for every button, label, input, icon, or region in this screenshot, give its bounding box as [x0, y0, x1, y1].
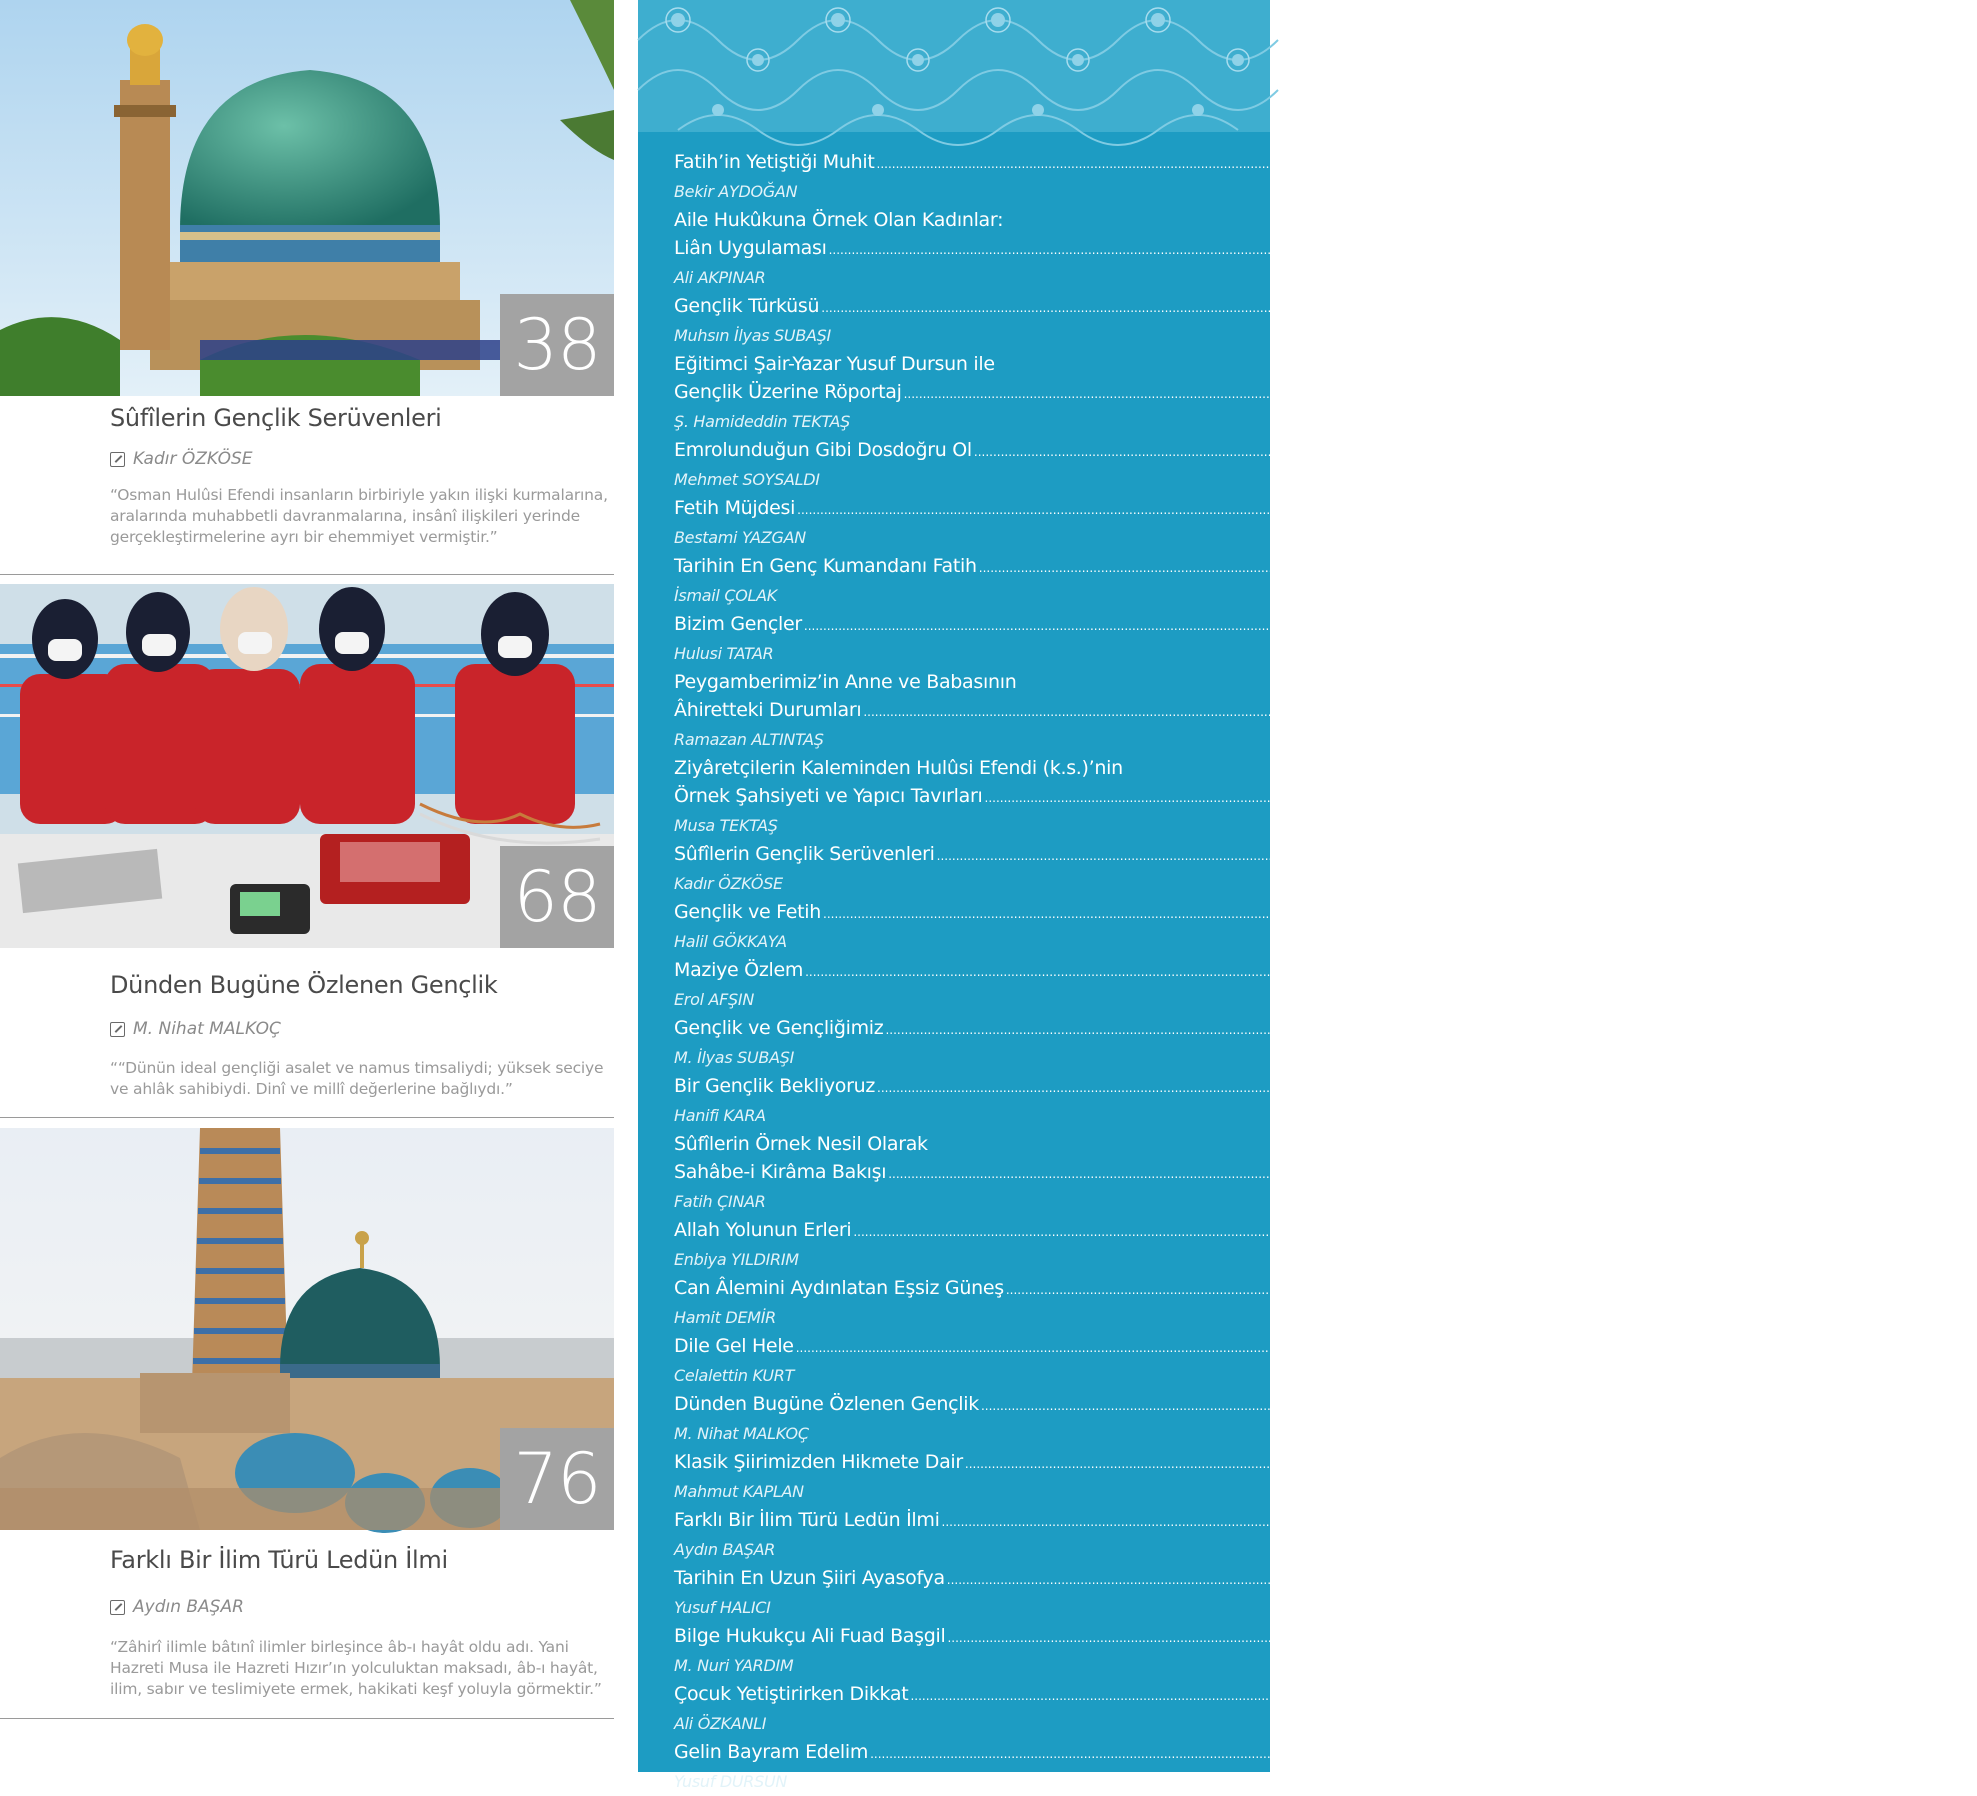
feature-author [110, 1019, 281, 1039]
toc-entry[interactable] [674, 1014, 1857, 1072]
toc-page-number: 27 [1751, 613, 1776, 635]
dot-leader [805, 958, 1751, 986]
toc-page-number: 06 [1776, 237, 1801, 259]
featured-articles [0, 0, 620, 1772]
feature-author [110, 449, 253, 469]
toc-entry-author: Mahmut KAPLAN [674, 1482, 804, 1501]
toc-entry-title-text: Tarihin En Uzun Şiiri Ayasofya [674, 1567, 945, 1589]
dot-leader [910, 1682, 1856, 1710]
dot-leader [904, 380, 1850, 408]
toc-entry-author: M. Nihat MALKOÇ [674, 1424, 809, 1443]
toc-entry[interactable] [674, 1564, 1919, 1622]
toc-entry[interactable] [674, 350, 1876, 436]
toc-page-number: 44 [1753, 959, 1777, 981]
toc-page-number: 32 [1932, 785, 1957, 807]
toc-entry-author: Hulusi TATAR [674, 644, 774, 663]
toc-entry-author: Bestami YAZGAN [674, 528, 806, 547]
page-number-box: 38 [500, 294, 614, 396]
dot-leader [870, 1740, 1816, 1768]
feature-author [110, 1597, 244, 1617]
toc-entry-author: Celalettin KURT [674, 1366, 795, 1385]
toc-entry-title-text: Sûfîlerin Gençlik Serüvenleri [674, 843, 935, 865]
page-number-box: 68 [500, 846, 614, 948]
toc-entry[interactable] [674, 1622, 1920, 1680]
toc-entry-author: Ali AKPINAR [674, 268, 766, 287]
feature-author-name: Aydın BAŞAR [133, 1597, 244, 1617]
dot-leader [885, 1016, 1831, 1044]
toc-entry-title-line[interactable] [674, 668, 1210, 696]
table-of-contents [638, 0, 1977, 1791]
toc-page-number: 82 [1895, 1625, 1920, 1647]
toc-entry-title-line[interactable] [674, 1448, 1937, 1478]
toc-entry-title-line[interactable] [674, 206, 1210, 234]
page-number-box: 76 [500, 1428, 614, 1530]
dot-leader [985, 784, 1931, 812]
toc-entry[interactable] [674, 668, 1835, 754]
toc-entry-title-line[interactable] [674, 1274, 1977, 1304]
toc-entry[interactable] [674, 292, 1793, 350]
toc-entry-title-line[interactable] [674, 436, 1946, 466]
toc-entry[interactable] [674, 148, 1849, 206]
toc-entry-title-line[interactable] [674, 1506, 1914, 1536]
dot-leader [853, 1218, 1799, 1246]
toc-entry-title-line[interactable] [674, 956, 1777, 986]
dot-leader [863, 698, 1809, 726]
toc-page-number: 22 [1926, 555, 1951, 577]
dot-leader [797, 496, 1743, 524]
toc-entry-author: Fatih ÇINAR [674, 1192, 766, 1211]
toc-entry-title-text: Klasik Şiirimizden Hikmete Dair [674, 1451, 963, 1473]
toc-page-number: 86 [1858, 1683, 1882, 1705]
toc-entry-title-text: Fetih Müjdesi [674, 497, 796, 519]
toc-page-number: 56 [1836, 1161, 1860, 1183]
toc-entry-title-text: Peygamberimiz’in Anne ve Babasının [674, 671, 1017, 693]
dot-leader [829, 236, 1775, 264]
toc-page-number: 67 [1743, 1335, 1768, 1357]
toc-entry-title-text: Allah Yolunun Erleri [674, 1219, 852, 1241]
toc-entry-author: Hamit DEMİR [674, 1308, 776, 1327]
toc-entry-title-line[interactable] [674, 1158, 1860, 1188]
pen-icon [110, 452, 125, 467]
toc-entry[interactable] [674, 1130, 1860, 1216]
toc-entry-title-line[interactable] [674, 350, 1210, 378]
dot-leader [877, 1074, 1823, 1102]
toc-entry[interactable] [674, 1274, 1977, 1332]
toc-entry-title-text: Dünden Bugüne Özlenen Gençlik [674, 1393, 979, 1415]
feature-title[interactable]: Sûfîlerin Gençlik Serüvenleri [110, 404, 442, 432]
dot-leader [937, 842, 1883, 870]
toc-entry-title-line[interactable] [674, 1130, 1210, 1158]
toc-entry-title-text: Aile Hukûkuna Örnek Olan Kadınlar: [674, 209, 1004, 231]
toc-entry-author: M. İlyas SUBAŞI [674, 1048, 795, 1067]
toc-entry[interactable] [674, 1680, 1882, 1738]
dot-leader [981, 1392, 1927, 1420]
toc-page-number: 46 [1833, 1017, 1857, 1039]
toc-page-number: 89 [1818, 1741, 1842, 1763]
toc-entry-title-line[interactable] [674, 1390, 1953, 1420]
toc-page-number: 11 [1769, 295, 1793, 317]
toc-entry[interactable] [674, 1332, 1768, 1390]
toc-entry[interactable] [674, 1506, 1914, 1564]
toc-entry-author: Erol AFŞIN [674, 990, 755, 1009]
feature-author-name: Kadır ÖZKÖSE [133, 449, 253, 469]
toc-entry-title-line[interactable] [674, 754, 1210, 782]
feature-title[interactable]: Farklı Bir İlim Türü Ledün İlmi [110, 1546, 448, 1574]
toc-entry-title-line[interactable] [674, 1216, 1825, 1246]
toc-entry-title-text: Gençlik Üzerine Röportaj [674, 381, 902, 403]
toc-entry-title-text: Can Âlemini Aydınlatan Eşsiz Güneş [674, 1277, 1004, 1299]
toc-entry-title-line[interactable] [674, 898, 1795, 928]
toc-entry-title-line[interactable] [674, 378, 1876, 408]
toc-entry-author: Muhsın İlyas SUBAŞI [674, 326, 831, 345]
toc-entry-author: Hanifi KARA [674, 1106, 766, 1125]
toc-entry-title-text: Tarihin En Genç Kumandanı Fatih [674, 555, 977, 577]
toc-entry-title-line[interactable] [674, 1014, 1857, 1044]
toc-entry-title-line[interactable] [674, 696, 1835, 726]
toc-entry-title-line[interactable] [674, 1072, 1849, 1102]
dot-leader [1006, 1276, 1952, 1304]
toc-entry-author: Kadır ÖZKÖSE [674, 874, 783, 893]
toc-entry-author: Musa TEKTAŞ [674, 816, 778, 835]
toc-entry-title-line[interactable] [674, 494, 1769, 524]
toc-entry-title-text: Örnek Şahsiyeti ve Yapıcı Tavırları [674, 785, 983, 807]
toc-page-number: 38 [1884, 843, 1909, 865]
toc-entry[interactable] [674, 1390, 1953, 1448]
toc-entry[interactable] [674, 840, 1909, 898]
dot-leader [821, 294, 1767, 322]
toc-entry-title-line[interactable] [674, 292, 1793, 322]
toc-entry-author: Ali ÖZKANLI [674, 1714, 767, 1733]
toc-entry-title-text: Sahâbe-i Kirâma Bakışı [674, 1161, 887, 1183]
dot-leader [947, 1624, 1893, 1652]
toc-entry[interactable] [674, 1072, 1849, 1130]
section-divider [0, 1117, 614, 1118]
toc-entry-title-text: Fatih’in Yetiştiği Muhit [674, 151, 875, 173]
toc-entry-title-line[interactable] [674, 610, 1776, 640]
dot-leader [974, 438, 1920, 466]
toc-entry-title-text: Bilge Hukukçu Ali Fuad Başgil [674, 1625, 946, 1647]
toc-entry-title-line[interactable] [674, 1332, 1768, 1362]
dot-leader [877, 150, 1823, 178]
toc-entry[interactable] [674, 206, 1801, 292]
toc-entry-title-line[interactable] [674, 1680, 1882, 1710]
toc-entry-author: İsmail ÇOLAK [674, 586, 777, 605]
toc-entry-title-text: Gençlik ve Gençliğimiz [674, 1017, 884, 1039]
toc-entry-author: Yusuf DURSUN [674, 1772, 788, 1791]
toc-entry[interactable] [674, 754, 1957, 840]
pen-icon [110, 1022, 125, 1037]
toc-list [674, 148, 1977, 1796]
feature-excerpt: ““Dünün ideal gençliği asalet ve namus timsaliydi; yüksek seciye ve ahlâk sahibiydi. Dinî ve millî değerlerine bağlıydı.” [110, 1059, 604, 1098]
toc-entry-title-text: Emrolunduğun Gibi Dosdoğru Ol [674, 439, 972, 461]
toc-entry[interactable] [674, 1448, 1937, 1506]
toc-entry-title-text: Maziye Özlem [674, 959, 804, 981]
feature-excerpt: “Osman Hulûsi Efendi insanların birbiriyle yakın ilişki kurmalarına, aralarında muhabbetli davranmalarına, insânî ilişkileri yerinde gerçekleştirmelerine ayrı bir ehemmiyet vermiştir.” [110, 486, 608, 546]
dot-leader [965, 1450, 1911, 1478]
toc-entry-title-text: Gençlik Türküsü [674, 295, 820, 317]
toc-page-number: 68 [1928, 1393, 1953, 1415]
toc-entry[interactable] [674, 610, 1776, 668]
floral-ornament [638, 0, 1270, 132]
toc-entry[interactable] [674, 436, 1946, 494]
dot-leader [796, 1334, 1742, 1362]
toc-page-number: 60 [1801, 1219, 1825, 1241]
toc-page-number: 12 [1851, 381, 1876, 403]
toc-entry-title-line[interactable] [674, 782, 1957, 812]
toc-entry-title-line[interactable] [674, 1738, 1842, 1768]
dot-leader [888, 1160, 1834, 1188]
toc-entry-title-line[interactable] [674, 234, 1801, 264]
toc-entry-title-text: Liân Uygulaması [674, 237, 827, 259]
toc-entry-title-text: Âhiretteki Durumları [674, 699, 862, 721]
toc-entry-title-text: Sûfîlerin Örnek Nesil Olarak [674, 1133, 928, 1155]
dot-leader [979, 554, 1925, 582]
toc-page-number: 43 [1771, 901, 1795, 923]
toc-page-number: 76 [1889, 1509, 1914, 1531]
toc-entry-title-line[interactable] [674, 148, 1849, 178]
toc-entry-title-text: Gençlik ve Fetih [674, 901, 822, 923]
toc-entry-title-text: Dile Gel Hele [674, 1335, 794, 1357]
dot-leader [823, 900, 1769, 928]
feature-title[interactable]: Dünden Bugüne Özlenen Gençlik [110, 971, 498, 999]
toc-page-number: 55 [1825, 1075, 1849, 1097]
dot-leader [804, 612, 1750, 640]
toc-entry-title-line[interactable] [674, 1622, 1920, 1652]
toc-entry-author: Ş. Hamideddin TEKTAŞ [674, 412, 850, 431]
toc-page-number: 80 [1894, 1567, 1919, 1589]
toc-entry-author: Ramazan ALTINTAŞ [674, 730, 824, 749]
dot-leader [947, 1566, 1893, 1594]
toc-page-number: 01 [1824, 151, 1849, 173]
toc-entry-title-text: Farklı Bir İlim Türü Ledün İlmi [674, 1509, 940, 1531]
toc-page-number: 28 [1811, 699, 1835, 721]
toc-entry[interactable] [674, 898, 1795, 956]
toc-entry-title-text: Bizim Gençler [674, 613, 802, 635]
toc-entry-author: Yusuf HALICI [674, 1598, 771, 1617]
toc-entry[interactable] [674, 1738, 1842, 1796]
dot-leader [942, 1508, 1888, 1536]
toc-entry[interactable] [674, 1216, 1825, 1274]
feature-author-name: M. Nihat MALKOÇ [133, 1019, 281, 1039]
section-divider [0, 574, 614, 575]
toc-entry-author: Mehmet SOYSALDI [674, 470, 820, 489]
toc-entry[interactable] [674, 956, 1777, 1014]
toc-entry-title-text: Eğitimci Şair-Yazar Yusuf Dursun ile [674, 353, 995, 375]
toc-entry-title-line[interactable] [674, 552, 1951, 582]
toc-entry-title-line[interactable] [674, 840, 1909, 870]
pen-icon [110, 1600, 125, 1615]
toc-entry-title-text: Ziyâretçilerin Kaleminden Hulûsi Efendi (k.s.)’nin [674, 757, 1123, 779]
toc-entry-title-text: Bir Gençlik Bekliyoruz [674, 1075, 876, 1097]
toc-entry-author: M. Nuri YARDIM [674, 1656, 794, 1675]
feature-excerpt: “Zâhirî ilimle bâtınî ilimler birleşince âb-ı hayât oldu adı. Yani Hazreti Musa ile Hazreti Hızır’ın yolculuktan maksadı, âb-ı hayât, ilim, sabır ve teslimiyete ermek, hakikati keşf yoluyla görmektir.” [110, 1638, 602, 1698]
toc-page-number: 21 [1745, 497, 1769, 519]
toc-entry-author: Enbiya YILDIRIM [674, 1250, 799, 1269]
toc-page-number: 72 [1912, 1451, 1937, 1473]
toc-entry-author: Bekir AYDOĞAN [674, 182, 798, 201]
toc-entry[interactable] [674, 494, 1769, 552]
toc-entry[interactable] [674, 552, 1951, 610]
toc-entry-title-text: Çocuk Yetiştirirken Dikkat [674, 1683, 909, 1705]
toc-page-number: 64 [1953, 1277, 1977, 1299]
toc-entry-title-text: Gelin Bayram Edelim [674, 1741, 869, 1763]
toc-entry-author: Halil GÖKKAYA [674, 932, 787, 951]
toc-entry-author: Aydın BAŞAR [674, 1540, 776, 1559]
section-divider [0, 1718, 614, 1719]
toc-page-number: 18 [1921, 439, 1946, 461]
toc-entry-title-line[interactable] [674, 1564, 1919, 1594]
